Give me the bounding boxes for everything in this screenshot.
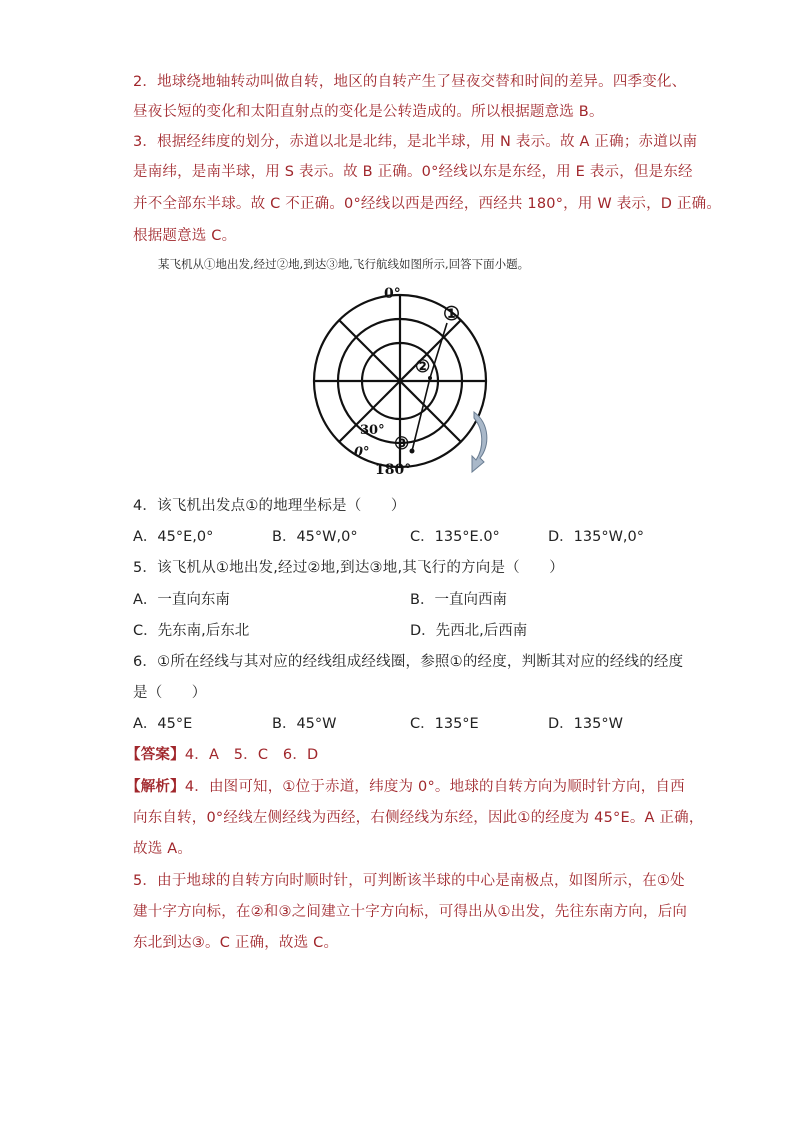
question-intro: 某飞机从①地出发,经过②地,到达③地,飞行航线如图所示,回答下面小题。 — [158, 257, 530, 271]
q4-option-c: C．135°E.0° — [410, 529, 500, 545]
q6-option-d: D．135°W — [548, 716, 623, 732]
analysis-q5-line-2: 建十字方向标，在②和③之间建立十字方向标，可得出从①出发，先往东南方向，后向 — [133, 904, 688, 920]
q5-option-b: B．一直向西南 — [410, 592, 507, 608]
label-30-lat: 30° — [360, 423, 385, 438]
answer-label: 【答案】 — [126, 747, 185, 763]
q6-stem-line-1: 6．①所在经线与其对应的经线组成经线圈，参照①的经度，判断其对应的经线的经度 — [133, 654, 684, 670]
point-1-label: ① — [443, 303, 461, 325]
q4-option-b: B．45°W,0° — [272, 529, 358, 545]
analysis-line-1 — [126, 775, 685, 796]
q4-stem: 4．该飞机出发点①的地理坐标是（ ） — [133, 498, 406, 514]
analysis-text-1: 4．由图可知，①位于赤道，纬度为 0°。地球的自转方向为顺时针方向，自西 — [184, 779, 685, 795]
q3-text-line-4: 根据题意选 C。 — [133, 228, 237, 244]
answer-text: 4．A 5．C 6．D — [184, 747, 319, 763]
q2-text-line-2: 昼夜长短的变化和太阳直射点的变化是公转造成的。所以根据题意选 B。 — [133, 104, 604, 120]
q4-option-d: D．135°W,0° — [548, 529, 645, 545]
q6-option-c: C．135°E — [410, 716, 479, 732]
point-2-label: ② — [415, 357, 431, 377]
flight-route — [412, 323, 447, 451]
q5-stem: 5．该飞机从①地出发,经过②地,到达③地,其飞行的方向是（ ） — [133, 560, 564, 576]
point-3-dot — [410, 449, 415, 454]
q2-text-line-1: 2．地球绕地轴转动叫做自转，地区的自转产生了昼夜交替和时间的差异。四季变化、 — [133, 74, 687, 90]
q5-option-a: A．一直向东南 — [133, 592, 230, 608]
q5-option-d: D．先西北,后西南 — [410, 623, 528, 639]
q3-text-line-3: 并不全部东半球。故 C 不正确。0°经线以西是西经，西经共 180°，用 W 表示，D 正确。 — [133, 196, 722, 212]
q3-text-line-1: 3．根据经纬度的划分，赤道以北是北纬，是北半球，用 N 表示。故 A 正确；赤道以南 — [133, 134, 698, 150]
label-0-lat: 0° — [354, 445, 370, 460]
q6-stem-line-2: 是（ ） — [133, 685, 207, 701]
label-180-bottom: 180° — [375, 462, 412, 478]
q3-text-line-2: 是南纬，是南半球，用 S 表示。故 B 正确。0°经线以东是东经，用 E 表示，但是东经 — [133, 164, 693, 180]
analysis-q5-line-1: 5．由于地球的自转方向时顺时针，可判断该半球的中心是南极点，如图所示，在①处 — [133, 873, 685, 889]
q6-option-a: A．45°E — [133, 716, 193, 732]
analysis-label: 【解析】 — [126, 779, 185, 795]
analysis-q5-line-3: 东北到达③。C 正确，故选 C。 — [133, 935, 339, 951]
q6-option-b: B．45°W — [272, 716, 337, 732]
curved-arrow-icon — [468, 410, 494, 480]
label-0-top: 0° — [384, 286, 401, 302]
answer-line — [126, 743, 318, 764]
q4-option-a: A．45°E,0° — [133, 529, 214, 545]
q5-option-c: C．先东南,后东北 — [133, 623, 250, 639]
analysis-line-3: 故选 A。 — [133, 841, 193, 857]
analysis-line-2: 向东自转，0°经线左侧经线为西经，右侧经线为东经，因此①的经度为 45°E。A 正确， — [133, 810, 704, 826]
point-3-label: ③ — [394, 434, 410, 454]
